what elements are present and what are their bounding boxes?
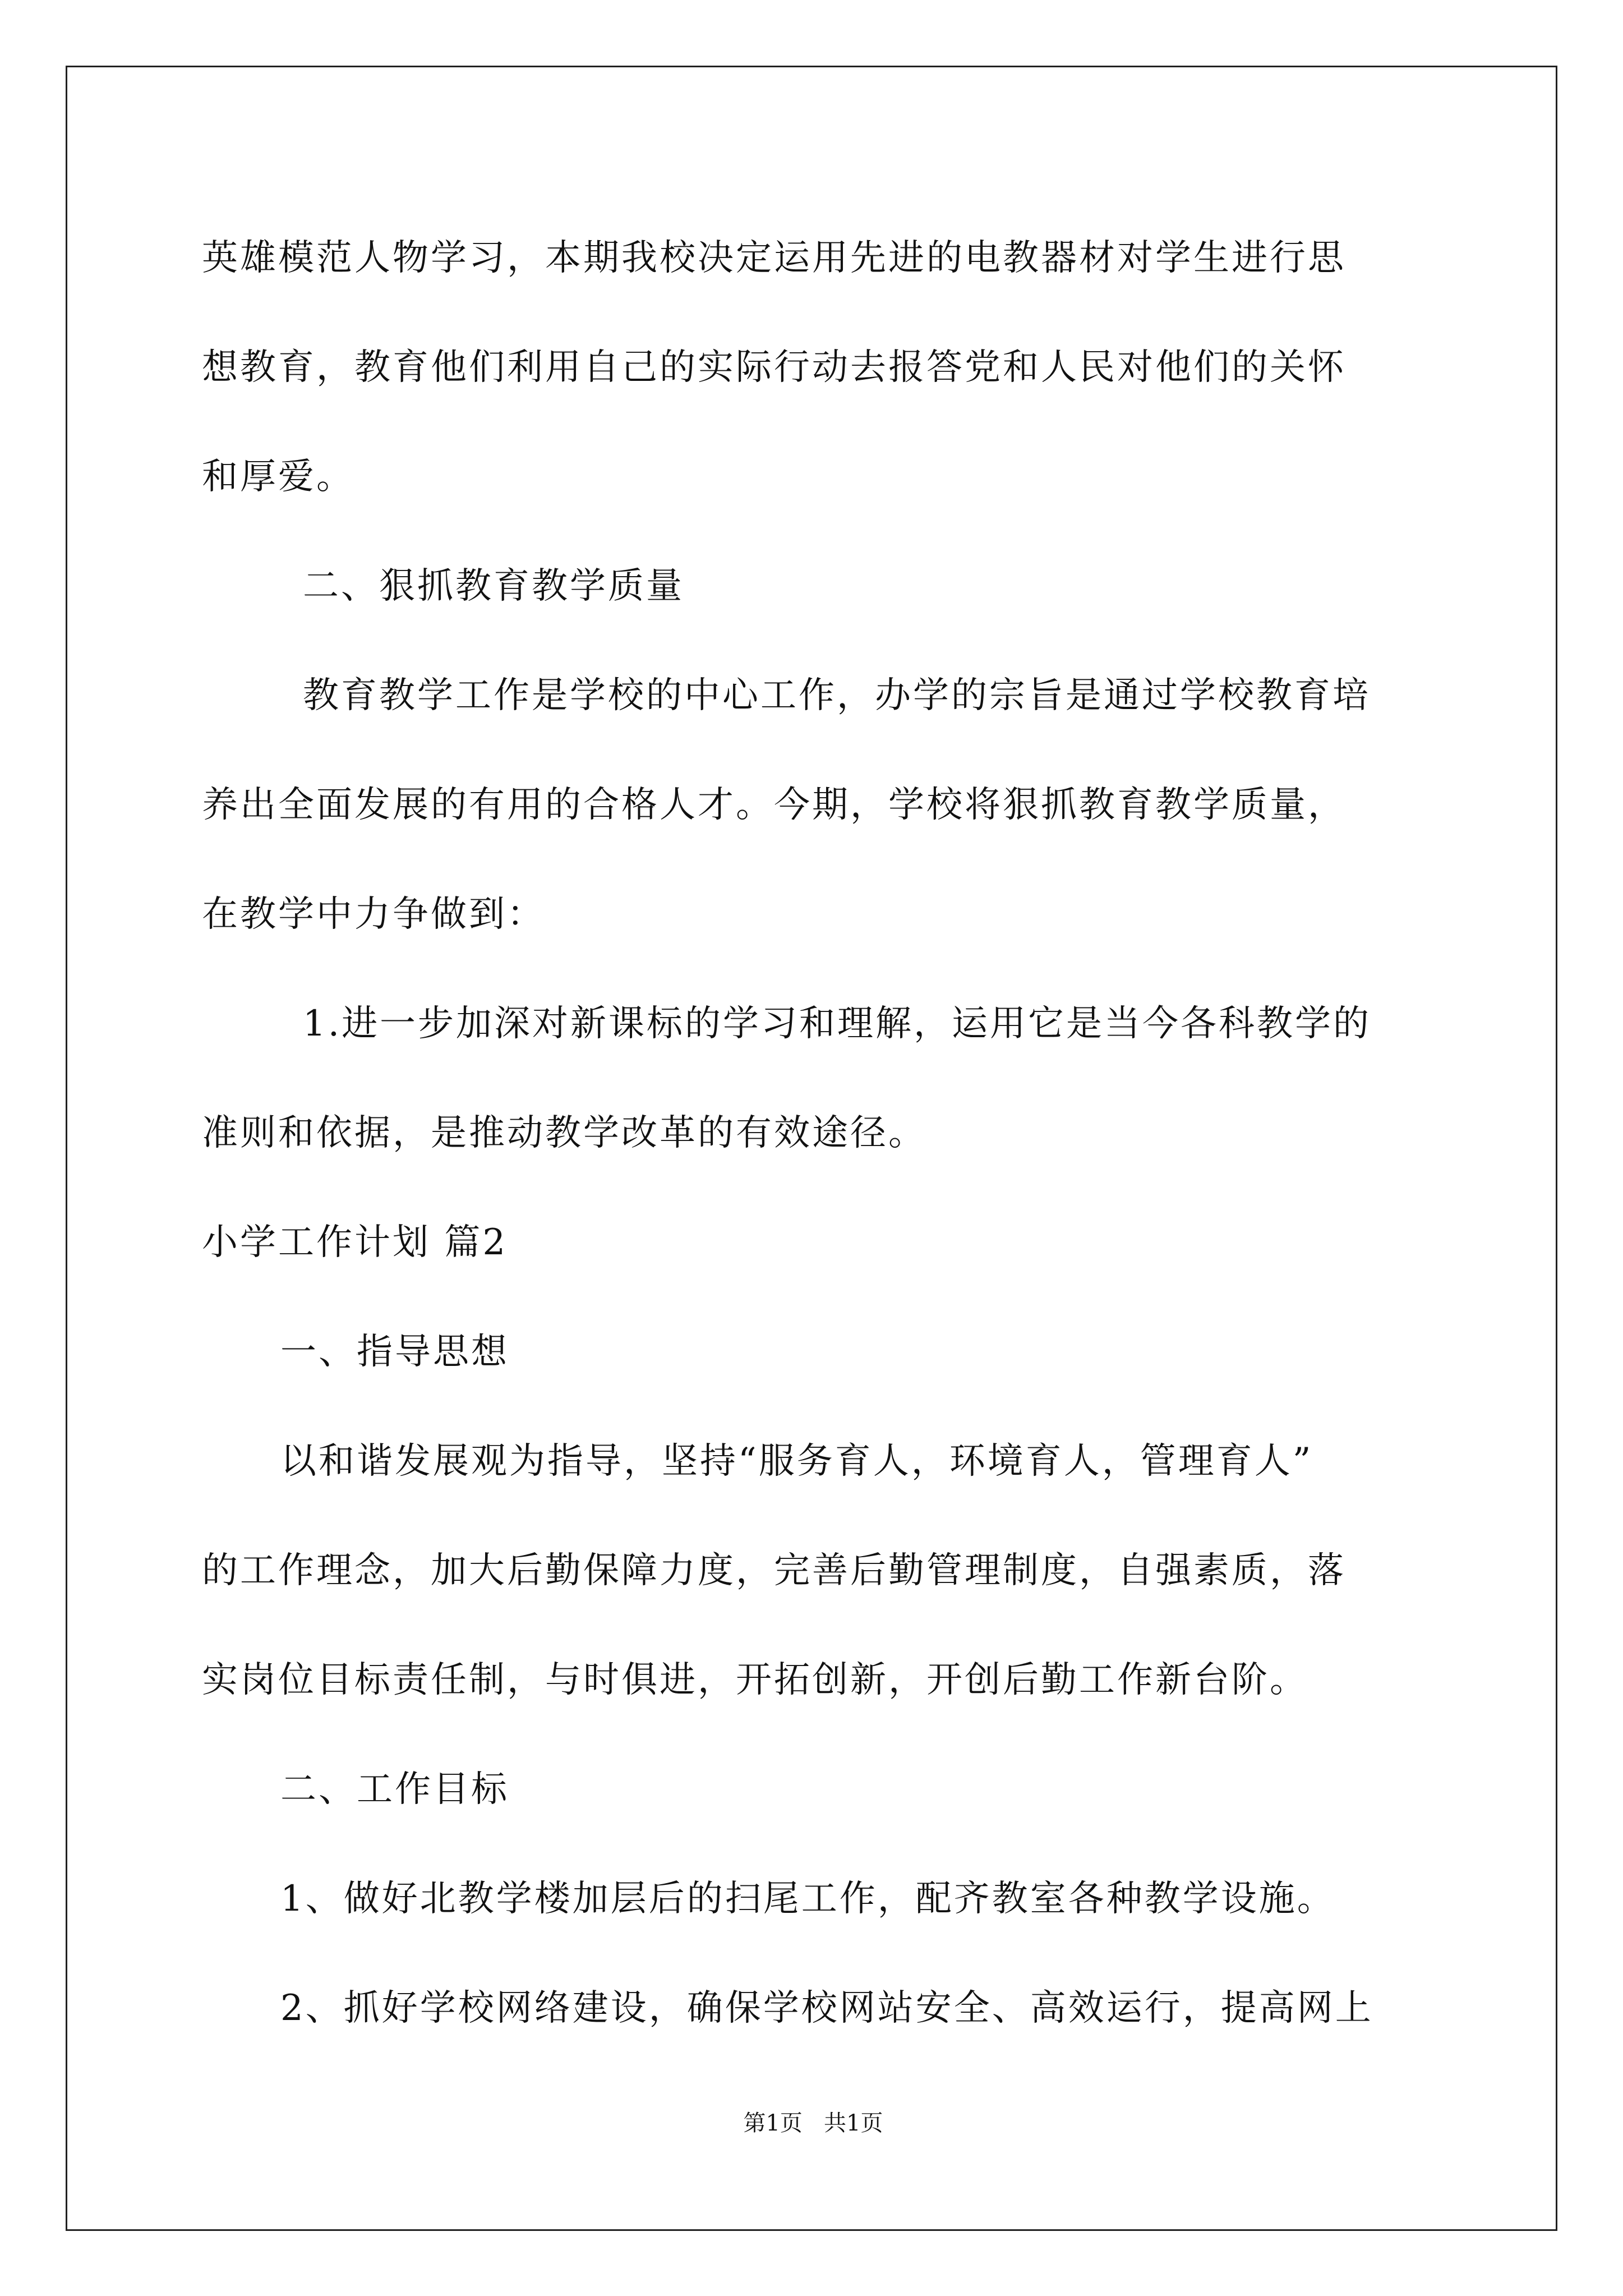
text-line: 在教学中力争做到： xyxy=(202,894,545,935)
list-item: 1、做好北教学楼加层后的扫尾工作，配齐教室各种教学设施。 xyxy=(280,1878,1335,1920)
text-line: 教育教学工作是学校的中心工作，办学的宗旨是通过学校教育培 xyxy=(303,675,1371,716)
section-heading: 一、指导思想 xyxy=(280,1331,509,1373)
section-heading: 二、工作目标 xyxy=(280,1769,509,1810)
text-line: 的工作理念，加大后勤保障力度，完善后勤管理制度，自强素质，落 xyxy=(202,1550,1346,1591)
page-footer: 第1页 共1页 xyxy=(743,2110,883,2136)
text-line: 和厚爱。 xyxy=(202,456,354,498)
text-line: 养出全面发展的有用的合格人才。今期，学校将狠抓教育教学质量， xyxy=(202,784,1346,826)
text-line: 准则和依据，是推动教学改革的有效途径。 xyxy=(202,1112,926,1154)
text-line: 以和谐发展观为指导，坚持“服务育人，环境育人，管理育人” xyxy=(280,1441,1313,1482)
list-item: 1.进一步加深对新课标的学习和理解，运用它是当今各科教学的 xyxy=(303,1003,1372,1045)
document-title: 小学工作计划 篇2 xyxy=(202,1222,508,1263)
text-line: 想教育，教育他们利用自己的实际行动去报答党和人民对他们的关怀 xyxy=(202,347,1346,388)
list-item: 2、抓好学校网络建设，确保学校网站安全、高效运行，提高网上 xyxy=(280,1987,1373,2029)
text-line: 英雄模范人物学习，本期我校决定运用先进的电教器材对学生进行思 xyxy=(202,237,1346,279)
text-line: 实岗位目标责任制，与时俱进，开拓创新，开创后勤工作新台阶。 xyxy=(202,1659,1308,1701)
section-heading: 二、狠抓教育教学质量 xyxy=(303,565,684,607)
page-frame xyxy=(66,66,1557,2231)
